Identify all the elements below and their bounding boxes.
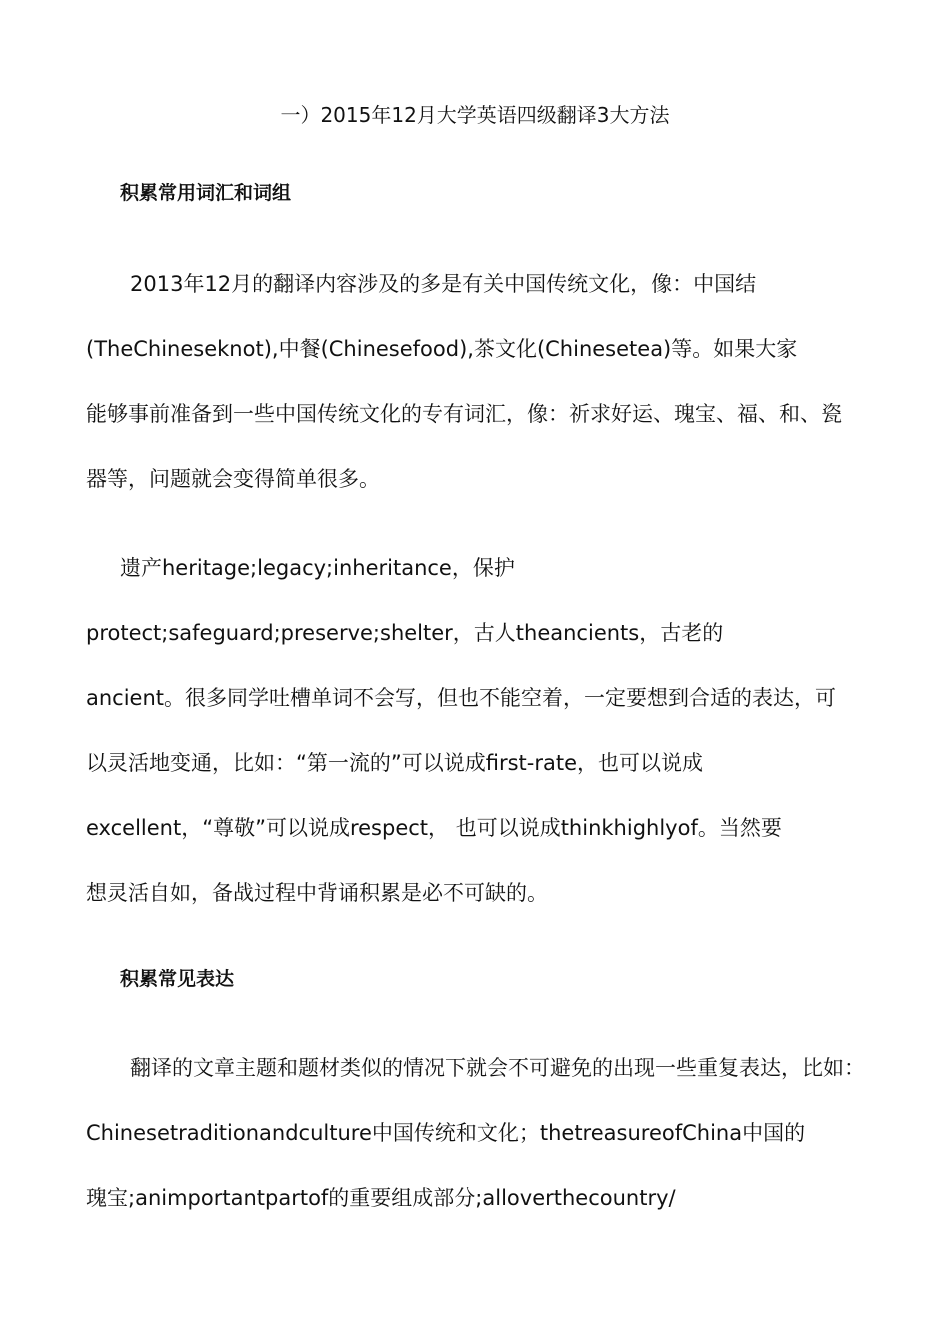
paragraph-vocabulary-examples <box>86 536 876 926</box>
paragraph-line: ancient。很多同学吐槽单词不会写，但也不能空着，一定要想到合适的表达，可 <box>86 686 837 710</box>
section-heading-vocabulary: 积累常用词汇和词组 <box>120 182 292 204</box>
document-title: 一）2015年12月大学英语四级翻译3大方法 <box>280 103 670 127</box>
section-heading-expressions: 积累常见表达 <box>120 968 235 990</box>
paragraph-line: Chinesetraditionandculture中国传统和文化；thetreasureofChina中国的 <box>86 1121 806 1145</box>
paragraph-line: 想灵活自如，备战过程中背诵积累是必不可缺的。 <box>86 881 548 905</box>
paragraph-line: 瑰宝;animportantpartof的重要组成部分;alloverthecountry/ <box>86 1186 676 1210</box>
paragraph-line: protect;safeguard;preserve;shelter，古人theancients，古老的 <box>86 621 724 645</box>
paragraph-traditional-culture <box>86 252 876 512</box>
paragraph-line: 遗产heritage;legacy;inheritance，保护 <box>120 556 515 580</box>
paragraph-line: (TheChineseknot),中餐(Chinesefood),茶文化(Chinesetea)等。如果大家 <box>86 337 798 361</box>
paragraph-line: excellent，“尊敬”可以说成respect， 也可以说成thinkhighlyof。当然要 <box>86 816 782 840</box>
paragraph-line: 以灵活地变通，比如：“第一流的”可以说成first-rate，也可以说成 <box>86 751 704 775</box>
paragraph-line: 器等，问题就会变得简单很多。 <box>86 467 380 491</box>
paragraph-common-expressions <box>86 1036 876 1231</box>
paragraph-line: 2013年12月的翻译内容涉及的多是有关中国传统文化，像：中国结 <box>130 272 757 296</box>
paragraph-line: 能够事前准备到一些中国传统文化的专有词汇，像：祈求好运、瑰宝、福、和、瓷 <box>86 402 842 426</box>
paragraph-line: 翻译的文章主题和题材类似的情况下就会不可避免的出现一些重复表达，比如： <box>130 1056 865 1080</box>
